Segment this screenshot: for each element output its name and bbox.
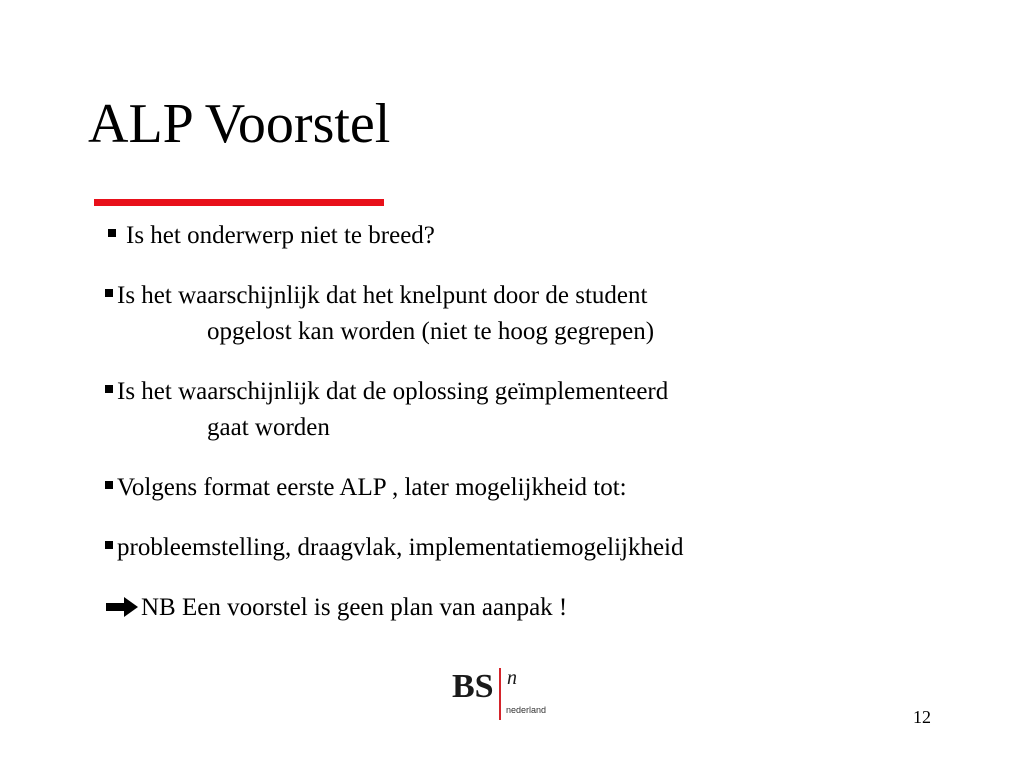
square-bullet-icon bbox=[108, 229, 116, 237]
title-underline bbox=[94, 199, 384, 206]
logo-text: BS bbox=[452, 668, 494, 705]
bullet-item bbox=[105, 218, 1005, 254]
bullet-text: probleemstelling, draagvlak, implementatiemogelijkheid bbox=[117, 534, 684, 561]
bullet-text: NB Een voorstel is geen plan van aanpak ! bbox=[141, 594, 568, 621]
bullet-list bbox=[105, 218, 1005, 650]
bullet-text: Volgens format eerste ALP , later mogelijkheid tot: bbox=[117, 474, 627, 501]
bsn-logo bbox=[452, 668, 562, 720]
bullet-item bbox=[105, 530, 1005, 566]
bullet-item bbox=[105, 470, 1005, 506]
bullet-continuation: gaat worden bbox=[207, 414, 330, 441]
arrow-right-icon bbox=[105, 596, 139, 618]
square-bullet-icon bbox=[105, 541, 113, 549]
bullet-text: Is het waarschijnlijk dat de oplossing geïmplementeerd bbox=[117, 378, 669, 405]
bullet-continuation: opgelost kan worden (niet te hoog gegrepen) bbox=[207, 318, 655, 345]
square-bullet-icon bbox=[105, 385, 113, 393]
bullet-item bbox=[105, 374, 1005, 446]
logo-divider bbox=[499, 668, 501, 720]
bullet-item bbox=[105, 278, 1005, 350]
bullet-text: Is het waarschijnlijk dat het knelpunt door de student bbox=[117, 282, 648, 309]
bullet-item bbox=[105, 590, 1005, 626]
logo-subtitle: nederland bbox=[506, 705, 547, 715]
bullet-text: Is het onderwerp niet te breed? bbox=[126, 222, 435, 249]
square-bullet-icon bbox=[105, 481, 113, 489]
square-bullet-icon bbox=[105, 289, 113, 297]
page-number: 12 bbox=[913, 707, 931, 727]
slide-title: ALP Voorstel bbox=[88, 93, 391, 155]
logo-superscript: n bbox=[507, 667, 517, 689]
